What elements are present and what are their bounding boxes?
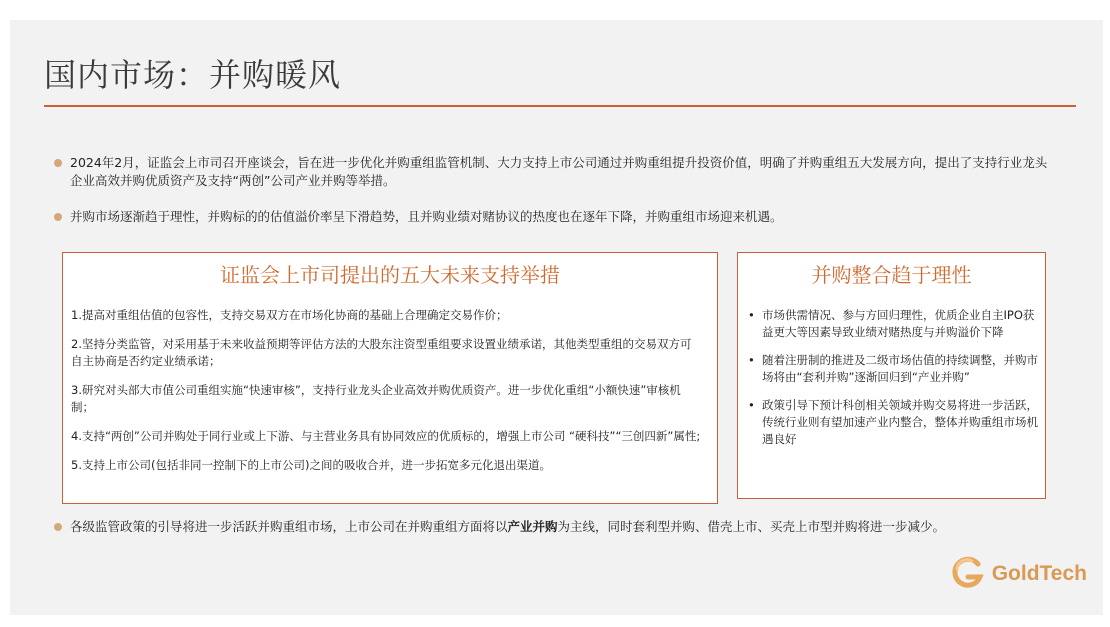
bullet-market-rational bbox=[54, 208, 1054, 226]
bullet-text: 2024年2月，证监会上市司召开座谈会，旨在进一步优化并购重组监管机制、大力支持上市公司通过并购重组提升投资价值，明确了并购重组五大发展方向，提出了支持行业龙头企业高效并购优质资产及支持“两创”公司产业并购等举措。 bbox=[70, 155, 1048, 188]
integration-list bbox=[748, 307, 1038, 459]
list-item: 3.研究对头部大市值公司重组实施“快速审核”，支持行业龙头企业高效并购优质资产。进一步优化重组“小额快速”审核机制； bbox=[71, 383, 681, 414]
goldtech-logo-icon bbox=[948, 555, 986, 593]
bullet-dot-icon bbox=[54, 523, 62, 531]
five-measures-box bbox=[62, 252, 718, 504]
five-measures-list bbox=[71, 307, 701, 486]
bullet-text-post: 为主线，同时套利型并购、借壳上市、买壳上市型并购将进一步减少。 bbox=[557, 519, 946, 534]
list-item-text: 政策引导下预计科创相关领域并购交易将进一步活跃，传统行业则有望加速产业内整合，整体并购重组市场机遇良好 bbox=[762, 398, 1038, 446]
bullet-icon: • bbox=[748, 398, 755, 412]
bullet-text-emphasis: 产业并购 bbox=[507, 519, 558, 534]
slide bbox=[10, 20, 1103, 615]
bullet-icon: • bbox=[748, 353, 755, 367]
page-title: 国内市场：并购暖风 bbox=[44, 56, 342, 94]
list-item-text: 随着注册制的推进及二级市场估值的持续调整，并购市场将由“套利并购”逐渐回归到“产业并购” bbox=[762, 353, 1038, 384]
bullet-icon: • bbox=[748, 308, 755, 322]
list-item: 4.支持“两创”公司并购处于同行业或上下游、与主营业务具有协同效应的优质标的，增强上市公司 “硬科技”“三创四新”属性; bbox=[71, 429, 701, 443]
list-item: 5.支持上市公司(包括非同一控制下的上市公司)之间的吸收合并，进一步拓宽多元化退出渠道。 bbox=[71, 458, 551, 472]
bullet-dot-icon bbox=[54, 213, 62, 221]
bullet-text: 并购市场逐渐趋于理性，并购标的的估值溢价率呈下滑趋势，且并购业绩对赌协议的热度也在逐年下降，并购重组市场迎来机遇。 bbox=[70, 209, 783, 224]
list-item bbox=[748, 352, 1038, 386]
bullet-regulation-outlook bbox=[54, 518, 1054, 536]
bullet-policy-meeting bbox=[54, 154, 1054, 190]
integration-title: 并购整合趋于理性 bbox=[811, 263, 972, 287]
bullet-text-pre: 各级监管政策的引导将进一步活跃并购重组市场，上市公司在并购重组方面将以 bbox=[70, 519, 508, 534]
bullet-text bbox=[70, 518, 1054, 536]
integration-box bbox=[737, 252, 1046, 499]
title-divider bbox=[44, 105, 1076, 107]
list-item: 1.提高对重组估值的包容性，支持交易双方在市场化协商的基础上合理确定交易作价； bbox=[71, 308, 508, 322]
list-item bbox=[748, 397, 1038, 448]
goldtech-logo bbox=[948, 555, 1087, 593]
list-item: 2.坚持分类监管，对采用基于未来收益预期等评估方法的大股东注资型重组要求设置业绩承诺，其他类型重组的交易双方可自主协商是否约定业绩承诺； bbox=[71, 337, 692, 368]
five-measures-title: 证监会上市司提出的五大未来支持举措 bbox=[220, 263, 560, 287]
list-item bbox=[748, 307, 1038, 341]
logo-text: GoldTech bbox=[991, 562, 1087, 585]
bullet-dot-icon bbox=[54, 159, 62, 167]
list-item-text: 市场供需情况、参与方回归理性，优质企业自主IPO获益更大等因素导致业绩对赌热度与并购溢价下降 bbox=[762, 308, 1035, 339]
